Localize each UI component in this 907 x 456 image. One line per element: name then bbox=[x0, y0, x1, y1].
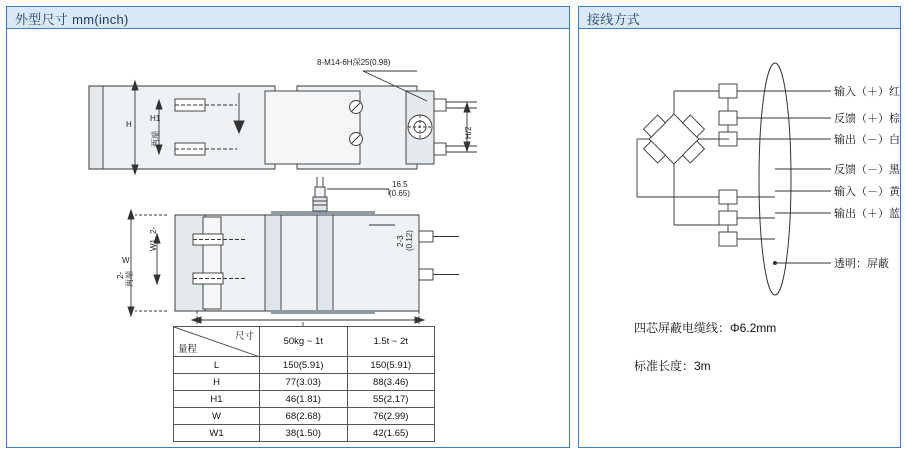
dim-label-W1: W1 bbox=[149, 239, 158, 251]
wire-label-4: 输入（－）黄 bbox=[834, 186, 900, 198]
table-row bbox=[174, 408, 435, 425]
hole-note-label: 8-M14-6H深25(0.98) bbox=[317, 58, 391, 67]
table-col-header-1: 1.5t ~ 2t bbox=[347, 327, 435, 357]
dim-2-3-label: 2-3 bbox=[396, 235, 405, 247]
table-row bbox=[174, 374, 435, 391]
table-row bbox=[174, 391, 435, 408]
dim-label-H-half: H/2 bbox=[464, 126, 473, 139]
dim-W1-prefix: 2- bbox=[149, 226, 158, 234]
row-W1-col0: 38(1.50) bbox=[260, 425, 348, 442]
table-corner-cell bbox=[174, 327, 260, 357]
dim-label-H1: H1 bbox=[150, 114, 161, 123]
panel-dimensions bbox=[6, 6, 570, 448]
row-W-col1: 76(2.99) bbox=[347, 408, 435, 425]
row-name-W: W bbox=[174, 408, 260, 425]
dim-W-prefix: 2- bbox=[116, 271, 125, 279]
corner-label-size: 尺寸 bbox=[234, 331, 254, 342]
wire-label-2: 输出（－）白 bbox=[834, 134, 900, 146]
panel-wiring-body bbox=[579, 29, 900, 447]
row-H1-col1: 55(2.17) bbox=[347, 391, 435, 408]
wire-label-0: 输入（＋）红 bbox=[834, 86, 900, 98]
dim-16-5-label: 16.5 bbox=[392, 180, 408, 189]
table-row bbox=[174, 425, 435, 442]
dim-label-H: H bbox=[126, 120, 132, 129]
dim-2-3-inch-label: (0.12) bbox=[405, 230, 414, 251]
corner-label-capacity: 量程 bbox=[178, 344, 198, 355]
dim-16-5-inch-label: (0.65) bbox=[389, 189, 410, 198]
wire-label-1: 反馈（＋）棕 bbox=[834, 113, 900, 125]
two-ends-label-left: 两端 bbox=[125, 271, 134, 287]
row-L-col1: 150(5.91) bbox=[347, 357, 435, 374]
wire-label-3: 反馈（－）黑 bbox=[834, 164, 900, 176]
panel-dimensions-body bbox=[7, 29, 569, 447]
panel-dimensions-title: 外型尺寸 mm(inch) bbox=[15, 12, 129, 27]
row-W-col0: 68(2.68) bbox=[260, 408, 348, 425]
panel-wiring-title: 接线方式 bbox=[587, 12, 641, 27]
row-L-col0: 150(5.91) bbox=[260, 357, 348, 374]
dimension-table bbox=[173, 326, 435, 442]
row-name-L: L bbox=[174, 357, 260, 374]
note-standard-length: 标准长度：3m bbox=[634, 359, 711, 373]
row-H-col0: 77(3.03) bbox=[260, 374, 348, 391]
table-header-row bbox=[174, 327, 435, 357]
two-ends-label-top: 两端 bbox=[151, 131, 160, 147]
table-col-header-0: 50kg ~ 1t bbox=[260, 327, 348, 357]
note-cable-spec: 四芯屏蔽电缆线：Φ6.2mm bbox=[634, 321, 777, 335]
row-H-col1: 88(3.46) bbox=[347, 374, 435, 391]
row-name-W1: W1 bbox=[174, 425, 260, 442]
dim-label-W: W bbox=[122, 256, 130, 265]
row-name-H1: H1 bbox=[174, 391, 260, 408]
row-W1-col1: 42(1.65) bbox=[347, 425, 435, 442]
table-row bbox=[174, 357, 435, 374]
wire-label-5: 输出（＋）蓝 bbox=[834, 208, 900, 220]
row-name-H: H bbox=[174, 374, 260, 391]
panel-wiring bbox=[578, 6, 901, 448]
row-H1-col0: 46(1.81) bbox=[260, 391, 348, 408]
wire-label-shield: 透明：屏蔽 bbox=[834, 258, 889, 270]
